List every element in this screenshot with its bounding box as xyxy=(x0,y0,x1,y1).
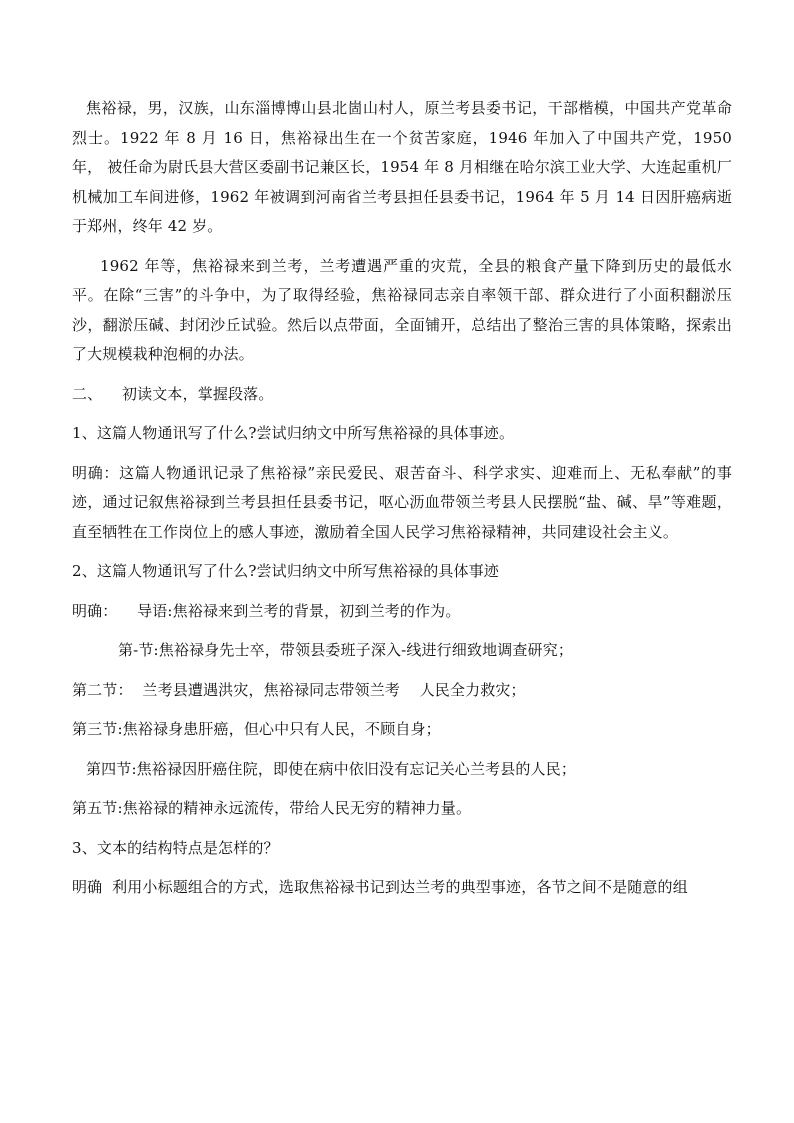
section-heading: 二、 初读文本，掌握段落。 xyxy=(72,384,274,403)
answer-2-lead: 明确： 导语:焦裕禄来到兰考的背景，初到兰考的作为。 xyxy=(72,601,461,620)
question-1: 1、这篇人物通讯写了什么?尝试归纳文中所写焦裕禄的具体事迹。 xyxy=(72,424,515,442)
background-paragraph: 1962 年等，焦裕禄来到兰考，兰考遭遇严重的灾荒，全县的粮食产量下降到历史的最低水平。在除“三害”的斗争中，为了取得经验，焦裕禄同志亲自率领干部、群众进行了小面积翻淤压沙，翻淤压碱、封闭沙丘试验。然后以点带面，全面铺开，总结出了整治三害的具体策略，探索出了大规模栽种泡桐的办法。 xyxy=(72,256,732,363)
section-5-summary: 第五节:焦裕禄的精神永远流传，带给人民无穷的精神力量。 xyxy=(72,799,472,817)
section-3-summary: 第三节:焦裕禄身患肝癌，但心中只有人民，不顾自身； xyxy=(72,720,441,738)
section-1-summary: 第-节:焦裕禄身先士卒，带领县委班子深入-线进行细致地调查研究； xyxy=(118,641,573,659)
section-4-summary: 第四节:焦裕禄因肝癌住院，即使在病中依旧没有忘记关心兰考县的人民； xyxy=(86,759,577,778)
intro-paragraph: 焦裕禄，男，汉族，山东淄博博山县北崮山村人，原兰考县委书记，干部楷模，中国共产党革命烈士。1922 年 8 月 16 日，焦裕禄出生在一个贫苦家庭，1946 年加入了中国共产党，1950 年， 被任命为尉氏县大营区委副书记兼区长，1954 年 8 月相继在哈尔滨工业大学、大连起重机厂机械加工车间进修，1962 年被调到河南省兰考县担任县委书记，1964 年 5 月 14 日因肝癌病逝于郑州，终年 42 岁。 xyxy=(72,99,732,235)
section-2-summary: 第二节： 兰考县遭遇洪灾，焦裕禄同志带领兰考 人民全力救灾； xyxy=(72,680,526,699)
answer-1: 明确：这篇人物通讯记录了焦裕禄”亲民爱民、艰苦奋斗、科学求实、迎难而上、无私奉献”的事迹，通过记叙焦裕禄到兰考县担任县委书记，呕心沥血带领兰考县人民摆脱“盐、碱、旱”等难题，直至牺牲在工作岗位上的感人事迹，激励着全国人民学习焦裕禄精神，共同建设社会主义。 xyxy=(72,463,732,541)
answer-3: 明确 利用小标题组合的方式，选取焦裕禄书记到达兰考的典型事迹，各节之间不是随意的组 xyxy=(72,878,688,896)
question-2: 2、这篇人物通讯写了什么?尝试归纳文中所写焦裕禄的具体事迹 xyxy=(72,562,499,580)
question-3: 3、文本的结构特点是怎样的？ xyxy=(72,838,279,857)
document-page xyxy=(72,94,732,903)
